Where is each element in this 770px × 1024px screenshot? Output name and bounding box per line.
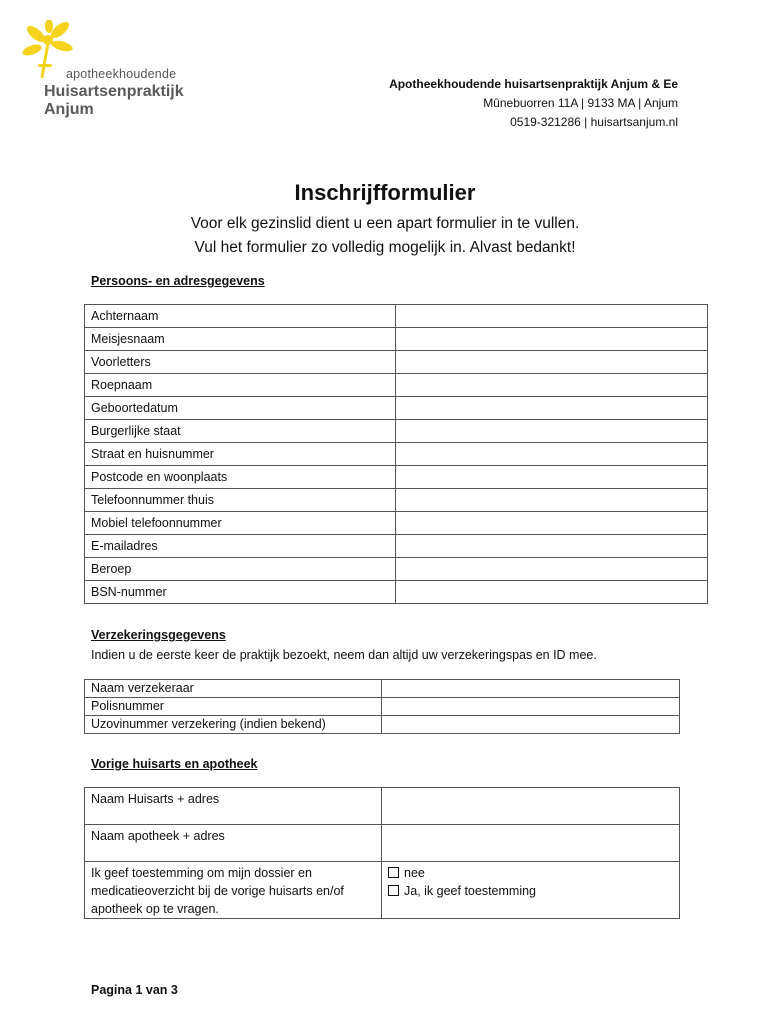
field-label: Postcode en woonplaats (85, 466, 396, 489)
field-input-cell[interactable] (382, 680, 680, 698)
table-row (85, 716, 680, 734)
field-label: E-mailadres (85, 535, 396, 558)
field-label: Straat en huisnummer (85, 443, 396, 466)
practice-phone-web: 0519-321286 | huisartsanjum.nl (510, 115, 678, 129)
intro-line-1: Voor elk gezinslid dient u een apart formulier in te vullen. (190, 215, 580, 232)
page-number: Pagina 1 van 3 (91, 983, 178, 997)
practice-address: Mûnebuorren 11A | 9133 MA | Anjum (483, 96, 678, 110)
logo-name-line2: Anjum (44, 101, 94, 118)
field-label: Voorletters (85, 351, 396, 374)
field-input-cell[interactable] (396, 581, 708, 604)
table-row (85, 862, 680, 919)
field-input-cell[interactable] (396, 420, 708, 443)
contact-block (389, 75, 678, 132)
logo-subtitle: apotheekhoudende (66, 67, 177, 81)
pharmacy-label: Naam apotheek + adres (85, 825, 382, 862)
intro-line-2: Vul het formulier zo volledig mogelijk in. Alvast bedankt! (194, 239, 576, 256)
previous-provider-table (84, 787, 680, 919)
field-input-cell[interactable] (396, 328, 708, 351)
field-input-cell[interactable] (382, 716, 680, 734)
field-input-cell[interactable] (396, 443, 708, 466)
personal-section-heading: Persoons- en adresgegevens (91, 274, 265, 288)
table-row (85, 397, 708, 420)
field-input-cell[interactable] (396, 374, 708, 397)
field-label: Beroep (85, 558, 396, 581)
practice-name: Apotheekhoudende huisartsenpraktijk Anjum & Ee (389, 77, 678, 91)
table-row (85, 466, 708, 489)
pharmacy-input-cell[interactable] (382, 825, 680, 862)
field-input-cell[interactable] (382, 698, 680, 716)
field-label: Uzovinummer verzekering (indien bekend) (85, 716, 382, 734)
table-row (85, 328, 708, 351)
practice-logo (22, 20, 222, 120)
personal-details-table (84, 304, 708, 604)
field-label: Burgerlijke staat (85, 420, 396, 443)
table-row (85, 788, 680, 825)
table-row (85, 305, 708, 328)
consent-options (382, 862, 680, 919)
consent-label: Ik geef toestemming om mijn dossier en medicatieoverzicht bij de vorige huisarts en/of apotheek op te vragen. (85, 862, 382, 919)
table-row (85, 374, 708, 397)
field-label: Polisnummer (85, 698, 382, 716)
field-label: Geboortedatum (85, 397, 396, 420)
field-label: Naam verzekeraar (85, 680, 382, 698)
insurance-section-heading: Verzekeringsgegevens (91, 628, 226, 642)
field-input-cell[interactable] (396, 489, 708, 512)
field-label: Telefoonnummer thuis (85, 489, 396, 512)
field-input-cell[interactable] (396, 397, 708, 420)
table-row (85, 535, 708, 558)
table-row (85, 489, 708, 512)
field-input-cell[interactable] (396, 558, 708, 581)
logo-name (44, 83, 184, 119)
field-label: BSN-nummer (85, 581, 396, 604)
table-row (85, 351, 708, 374)
insurance-table (84, 679, 680, 734)
page-title: Inschrijfformulier (294, 180, 476, 205)
insurance-note: Indien u de eerste keer de praktijk bezoekt, neem dan altijd uw verzekeringspas en ID mee. (91, 648, 597, 662)
field-input-cell[interactable] (396, 466, 708, 489)
intro-text (0, 212, 770, 260)
consent-option-no[interactable] (388, 864, 673, 882)
table-row (85, 420, 708, 443)
gp-input-cell[interactable] (382, 788, 680, 825)
gp-label: Naam Huisarts + adres (85, 788, 382, 825)
table-row (85, 680, 680, 698)
checkbox-icon[interactable] (388, 867, 399, 878)
field-input-cell[interactable] (396, 512, 708, 535)
option-label: nee (404, 866, 425, 880)
table-row (85, 443, 708, 466)
consent-option-yes[interactable] (388, 882, 673, 900)
table-row (85, 581, 708, 604)
field-input-cell[interactable] (396, 305, 708, 328)
table-row (85, 825, 680, 862)
logo-name-line1: Huisartsenpraktijk (44, 83, 184, 100)
option-label: Ja, ik geef toestemming (404, 884, 537, 898)
checkbox-icon[interactable] (388, 885, 399, 896)
field-label: Roepnaam (85, 374, 396, 397)
field-input-cell[interactable] (396, 535, 708, 558)
previous-section-heading: Vorige huisarts en apotheek (91, 757, 258, 771)
field-label: Achternaam (85, 305, 396, 328)
field-input-cell[interactable] (396, 351, 708, 374)
field-label: Meisjesnaam (85, 328, 396, 351)
table-row (85, 698, 680, 716)
table-row (85, 558, 708, 581)
field-label: Mobiel telefoonnummer (85, 512, 396, 535)
table-row (85, 512, 708, 535)
